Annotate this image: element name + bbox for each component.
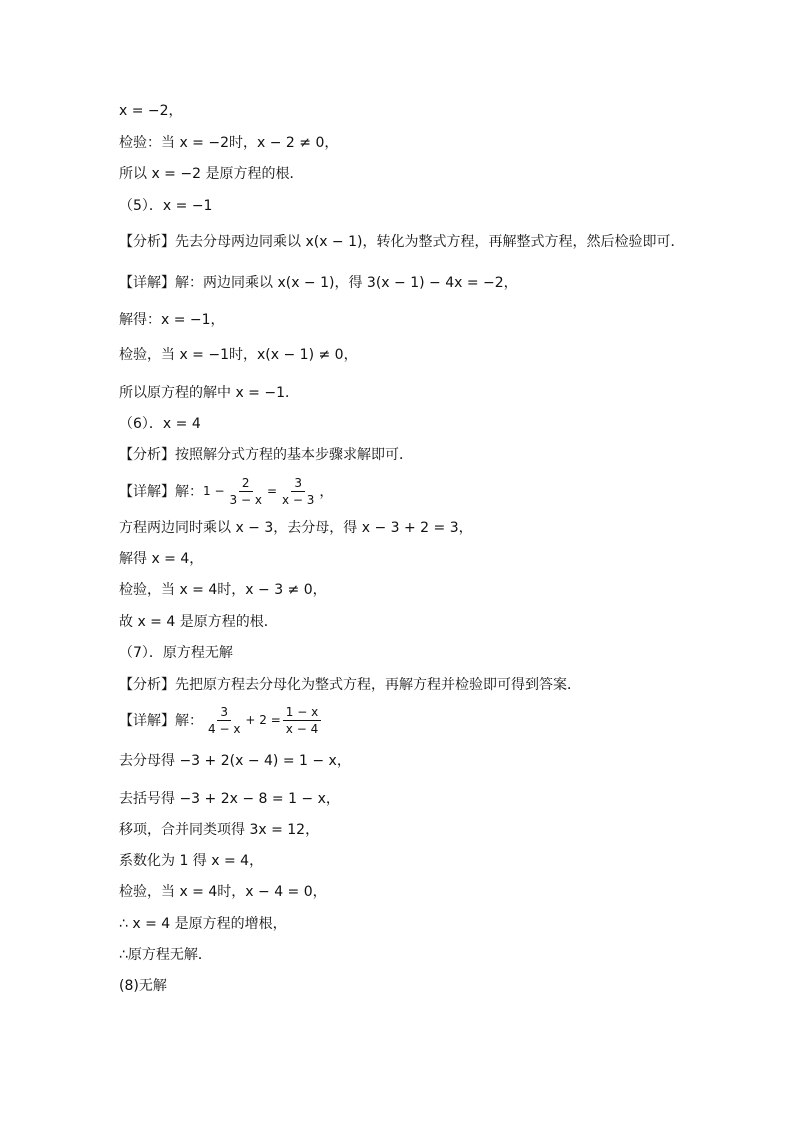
- equation-term: + 2 =: [245, 713, 281, 727]
- text-line: ∴原方程无解．: [119, 947, 212, 963]
- text-line: 去括号得 −3 + 2x − 8 = 1 − x，: [119, 791, 340, 807]
- text-line: 所以原方程的解中 x = −1．: [119, 385, 300, 401]
- analysis-6: 【分析】按照解分式方程的基本步骤求解即可．: [119, 447, 413, 463]
- text-line: 故 x = 4 是原方程的根．: [119, 614, 278, 630]
- solution-label: 【详解】解：: [119, 713, 203, 729]
- text-line: 解得：x = −1，: [119, 312, 225, 328]
- fraction-denominator: x − 3: [282, 492, 315, 507]
- text-line: 检验，当 x = 4时，x − 3 ≠ 0，: [119, 582, 327, 598]
- solution-label: 【详解】解：: [119, 484, 203, 500]
- solution-5: 【详解】解：两边同乘以 x(x − 1)，得 3(x − 1) − 4x = −2，: [119, 275, 518, 291]
- fraction-numerator: 1 − x: [283, 704, 321, 721]
- fraction: [283, 704, 321, 737]
- fraction: [279, 475, 317, 508]
- text-line: 方程两边同时乘以 x − 3，去分母，得 x − 3 + 2 = 3，: [119, 520, 473, 536]
- text-line: 检验：当 x = −2时，x − 2 ≠ 0，: [119, 135, 339, 151]
- fraction: [227, 475, 265, 508]
- text-line: 检验，当 x = −1时，x(x − 1) ≠ 0，: [119, 347, 358, 363]
- analysis-5: 【分析】先去分母两边同乘以 x(x − 1)，转化为整式方程，再解整式方程，然后检验即可．: [119, 234, 685, 250]
- answer-heading-5: （5）．x = −1: [119, 198, 213, 214]
- punctuation: ，: [319, 484, 334, 500]
- text-line: 去分母得 −3 + 2(x − 4) = 1 − x，: [119, 753, 351, 769]
- answer-heading-6: （6）．x = 4: [119, 416, 201, 432]
- solution-6-equation: [119, 469, 333, 513]
- text-line: 检验，当 x = 4时，x − 4 = 0，: [119, 884, 327, 900]
- text-line: 移项，合并同类项得 3x = 12，: [119, 822, 320, 838]
- fraction-denominator: 3 − x: [229, 492, 262, 507]
- fraction-numerator: 3: [217, 704, 231, 721]
- equals-sign: =: [266, 484, 277, 498]
- analysis-7: 【分析】先把原方程去分母化为整式方程，再解方程并检验即可得到答案．: [119, 677, 581, 693]
- text-line: 解得 x = 4，: [119, 551, 204, 567]
- text-line: x = −2，: [119, 103, 183, 119]
- answer-heading-8: (8)无解: [119, 978, 167, 994]
- fraction-numerator: 2: [239, 475, 253, 492]
- text-line: 所以 x = −2 是原方程的根．: [119, 166, 304, 182]
- fraction-numerator: 3: [291, 475, 305, 492]
- text-line: ∴ x = 4 是原方程的增根，: [119, 916, 287, 932]
- fraction-denominator: 4 − x: [208, 721, 241, 736]
- fraction: [205, 704, 243, 737]
- fraction-denominator: x − 4: [285, 721, 319, 736]
- solution-7-equation: [119, 698, 323, 742]
- answer-heading-7: （7）．原方程无解: [119, 645, 233, 661]
- equation-term: 1 −: [203, 484, 225, 498]
- text-line: 系数化为 1 得 x = 4，: [119, 853, 264, 869]
